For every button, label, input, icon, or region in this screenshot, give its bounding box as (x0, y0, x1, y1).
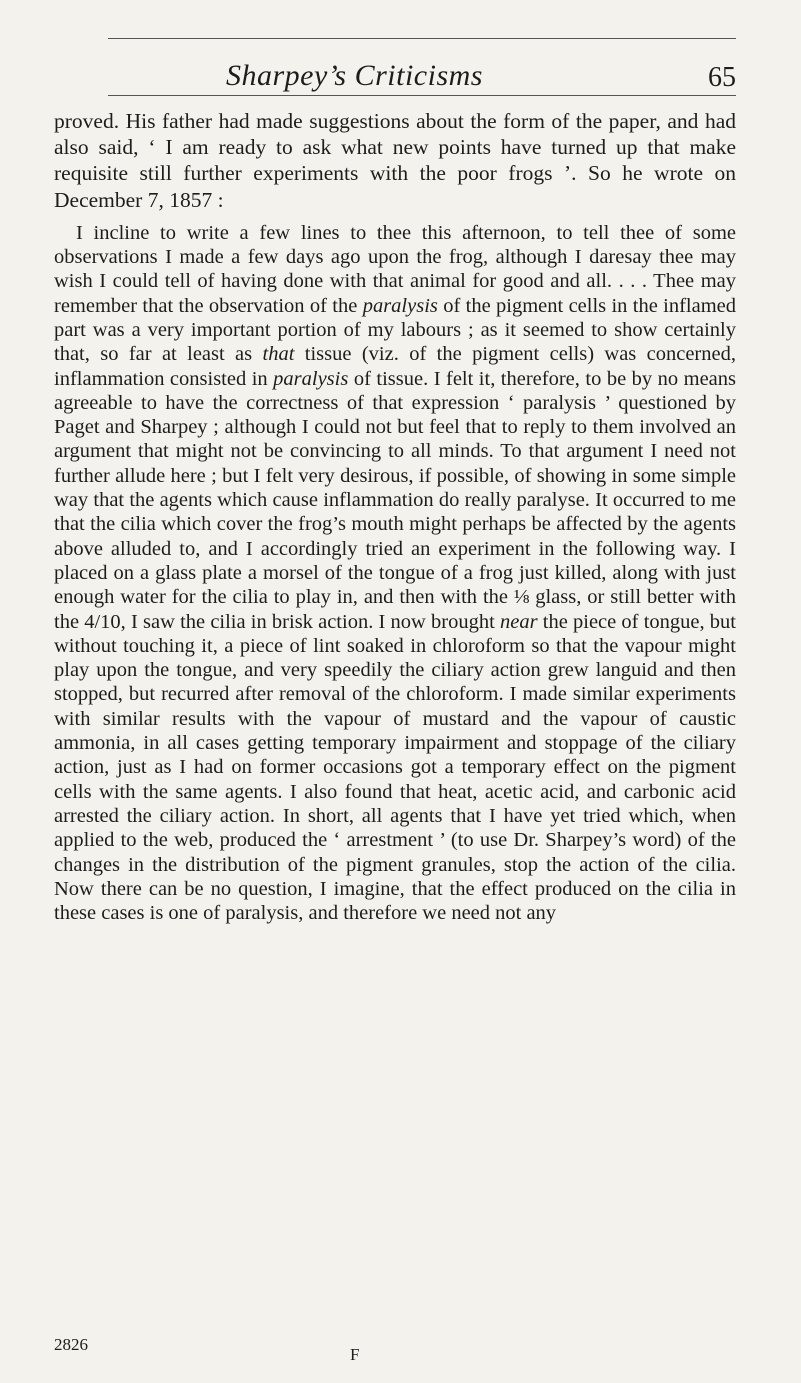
page-footer (54, 1335, 736, 1375)
signature-mark: 2826 (54, 1335, 88, 1354)
intro-paragraph: proved. His father had made suggestions about the form of the paper, and had also said, ‘ I am ready to ask what new points have turned up that make requisite still further experiments with the poor frogs ’. So he wrote on December 7, 1857 : (54, 109, 736, 212)
body-text (54, 108, 736, 925)
running-head: Sharpey’s Criticisms (226, 59, 483, 92)
page-number: 65 (708, 62, 736, 93)
page-header (108, 58, 736, 94)
header-rule (108, 95, 736, 96)
quote-text-b: of the pigment cells in the inflamed part was a very important portion of my labours ; as it seemed to show certainly that, so far at least as (54, 294, 737, 366)
top-rule (108, 38, 736, 39)
emphasis-paralysis: paralysis (362, 294, 438, 317)
quote-text-d: of tissue. I felt it, therefore, to be by no means agreeable to have the correctness of that expression ‘ paralysis ’ questioned by Paget and Sharpey ; although I could not but feel that to reply to them involved an argument that might not be convincing to all minds. To that argument I need not further allude here ; but I felt very desirous, if possible, of showing in some simple way that the agents which cause inflammation do really paralyse. It occurred to me that the cilia which cover the frog’s mouth might perhaps be affected by the agents above alluded to, and I accordingly tried an experiment in the following way. I placed on a glass plate a morsel of the tongue of a frog just killed, along with just enough water for the cilia to play in, and then with the ⅛ glass, or still better with the 4/10, I saw the cilia in brisk action. I now brought (54, 367, 736, 633)
quote-text-c: tissue (viz. of the pigment cells) was concerned, inflammation consisted in (54, 343, 736, 390)
quote-text-e: the piece of tongue, but without touching it, a piece of lint soaked in chloroform so that the vapour might play upon the tongue, and very speedily the ciliary action grew languid and then stopped, but recurred after removal of the chloroform. I made similar experiments with similar results with the vapour of mustard and the vapour of caustic ammonia, in all cases getting temporary impairment and stoppage of the ciliary action, just as I had on former occasions got a temporary effect on the pigment cells with the same agents. I also found that heat, acetic acid, and carbonic acid arrested the ciliary action. In short, all agents that I have yet tried which, when applied to the web, produced the ‘ arrestment ’ (to use Dr. Sharpey’s word) of the changes in the distribution of the pigment granules, stop the action of the cilia. Now there can be no question, I imagine, that the effect produced on the cilia in these cases is one of paralysis, and therefore we need not any (54, 610, 737, 925)
emphasis-paralysis-2: paralysis (273, 367, 349, 390)
quote-text-a: I incline to write a few lines to thee this afternoon, to tell thee of some observations I made a few days ago upon the frog, although I daresay thee may wish I could tell of having done with that animal for good and all. . . . Thee may remember that the observation of the (54, 221, 736, 317)
emphasis-that: that (262, 343, 295, 366)
emphasis-near: near (500, 610, 538, 633)
quoted-letter (54, 221, 736, 926)
sheet-letter: F (350, 1345, 360, 1364)
